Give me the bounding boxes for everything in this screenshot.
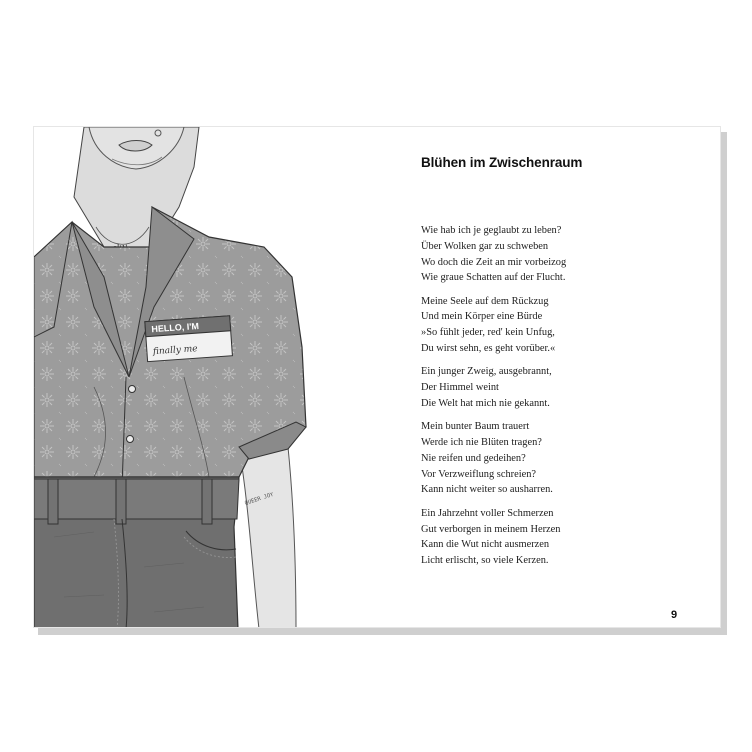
poem xyxy=(421,223,701,576)
stanza xyxy=(421,419,701,498)
person-illustration xyxy=(34,127,326,628)
poem-line: Ein junger Zweig, ausgebrannt, xyxy=(421,366,552,378)
poem-line: Du wirst sehn, es geht vorüber.« xyxy=(421,343,556,355)
name-tag-header: HELLO, I'M xyxy=(151,320,200,335)
stanza xyxy=(421,223,701,286)
poem-line: Kann nicht weiter so ausharren. xyxy=(421,484,553,496)
stanza xyxy=(421,364,701,411)
poem-line: Meine Seele auf dem Rückzug xyxy=(421,295,549,307)
poem-line: Wo doch die Zeit an mir vorbeizog xyxy=(421,256,567,268)
poem-line: Gut verborgen in meinem Herzen xyxy=(421,523,561,535)
stanza xyxy=(421,294,701,357)
poem-line: Mein bunter Baum trauert xyxy=(421,421,530,433)
poem-line: Und mein Körper eine Bürde xyxy=(421,311,543,323)
name-tag xyxy=(145,316,233,362)
poem-line: Vor Verzweiflung schreien? xyxy=(421,468,537,480)
poem-line: »So fühlt jeder, red' kein Unfug, xyxy=(421,327,555,339)
poem-title: Blühen im Zwischenraum xyxy=(421,155,583,170)
poem-line: Wie hab ich je geglaubt zu leben? xyxy=(421,225,562,236)
poem-line: Licht erlischt, so viele Kerzen. xyxy=(421,555,549,567)
poem-line: Kann die Wut nicht ausmerzen xyxy=(421,539,550,551)
book-page xyxy=(33,126,721,628)
poem-line: Nie reifen und gedeihen? xyxy=(421,452,526,464)
poem-line: Die Welt hat mich nie gekannt. xyxy=(421,397,550,409)
page-number: 9 xyxy=(671,609,678,621)
stanza xyxy=(421,506,701,569)
poem-line: Ein Jahrzehnt voller Schmerzen xyxy=(421,507,554,519)
name-tag-text: finally me xyxy=(152,344,198,358)
poem-line: Wie graue Schatten auf der Flucht. xyxy=(421,272,566,284)
tattoo-text: QUEER JOY xyxy=(244,491,275,507)
poem-line: Über Wolken gar zu schweben xyxy=(421,240,549,252)
poem-line: Werde ich nie Blüten tragen? xyxy=(421,437,542,449)
poem-line: Der Himmel weint xyxy=(421,382,499,394)
